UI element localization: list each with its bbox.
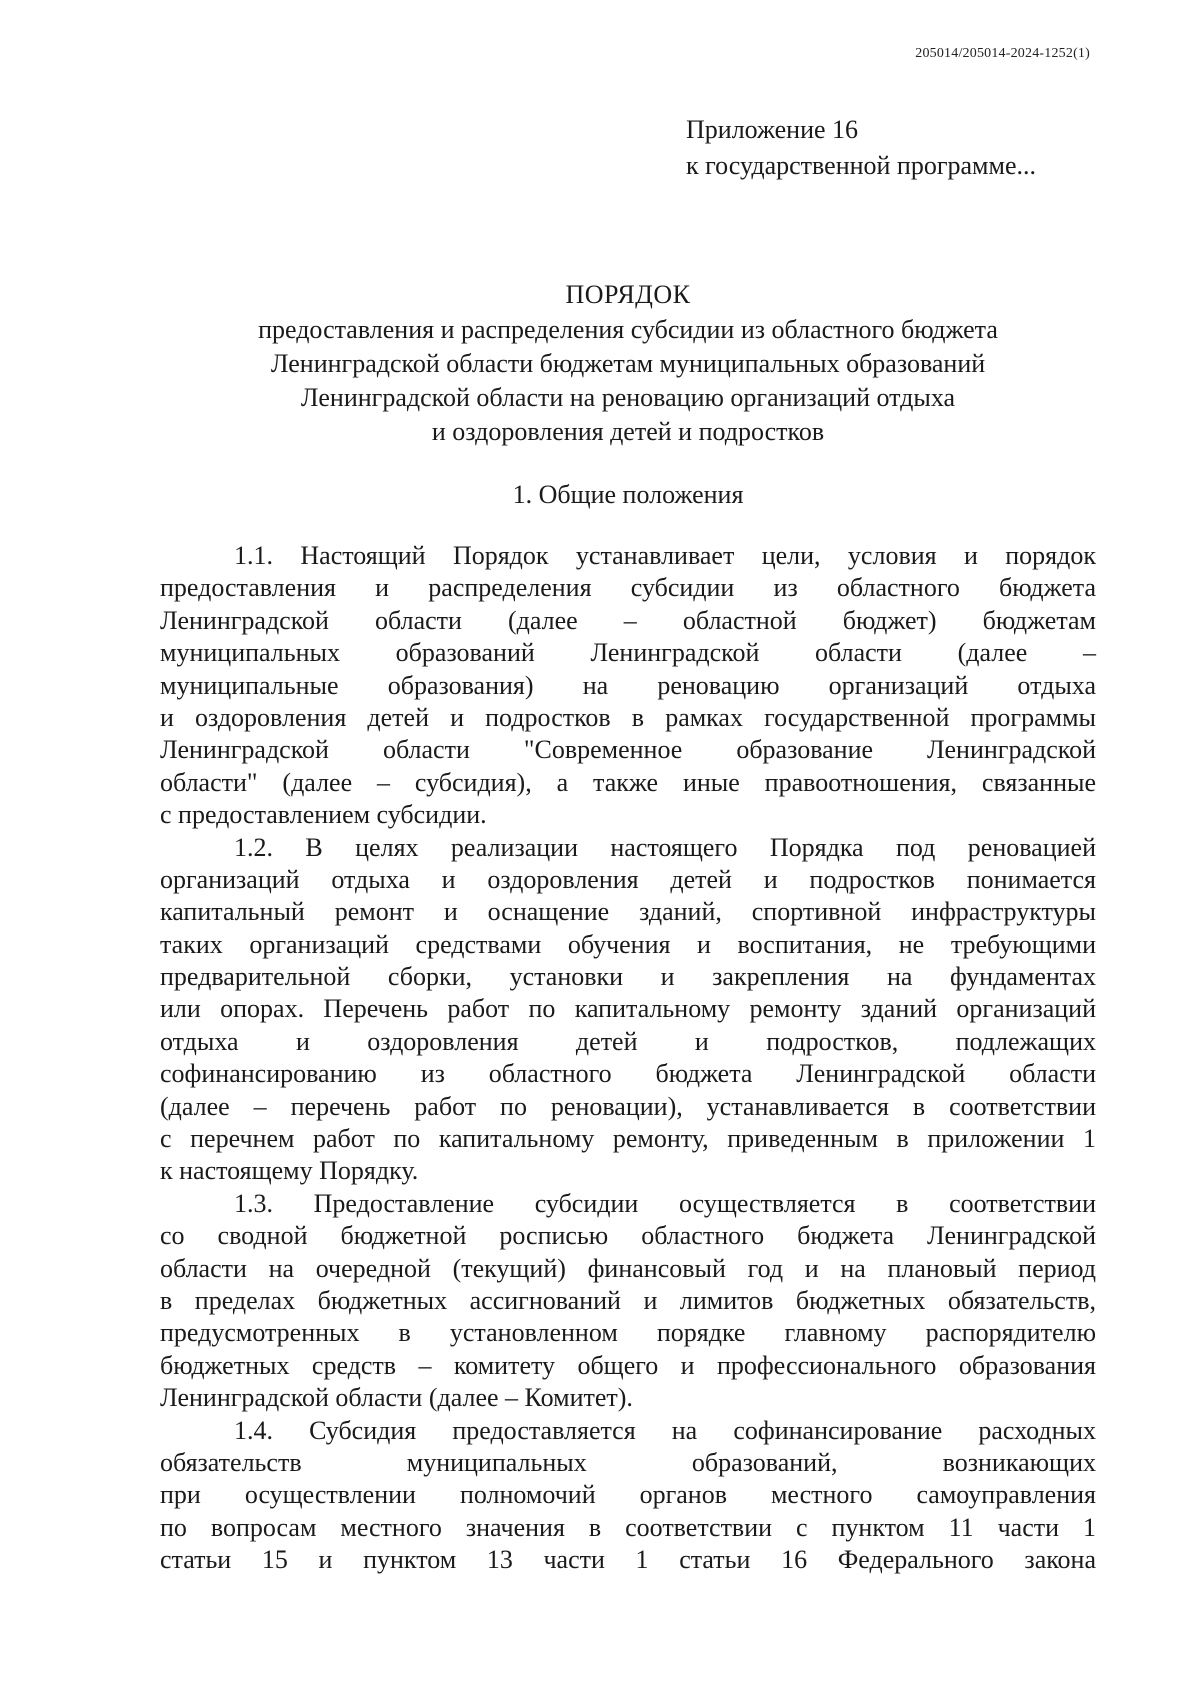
text-line: статьи 15 и пунктом 13 части 1 статьи 16 Федерального закона bbox=[160, 1545, 1096, 1575]
text-line: (далее – перечень работ по реновации), устанавливается в соответствии bbox=[160, 1091, 1096, 1121]
text-line: в пределах бюджетных ассигнований и лимитов бюджетных обязательств, bbox=[160, 1285, 1096, 1315]
appendix-note bbox=[686, 112, 1036, 184]
text-line: с перечнем работ по капитальному ремонту, приведенным в приложении 1 bbox=[160, 1124, 1096, 1154]
document-id: 205014/205014-2024-1252(1) bbox=[915, 46, 1090, 61]
text-line: и оздоровления детей и подростков в рамках государственной программы bbox=[160, 702, 1096, 732]
text-line: по вопросам местного значения в соответствии с пунктом 11 части 1 bbox=[160, 1512, 1096, 1542]
subtitle-line: предоставления и распределения субсидии из областного бюджета bbox=[258, 315, 998, 344]
subtitle-line: Ленинградской области бюджетам муниципальных образований bbox=[270, 349, 986, 378]
paragraph-3 bbox=[160, 1188, 1096, 1415]
appendix-line-2: к государственной программе... bbox=[686, 151, 1036, 180]
text-line: софинансированию из областного бюджета Ленинградской области bbox=[160, 1059, 1096, 1089]
text-line: таких организаций средствами обучения и воспитания, не требующими bbox=[160, 929, 1096, 959]
text-line: к настоящему Порядку. bbox=[160, 1156, 419, 1186]
text-line: Ленинградской области (далее – Комитет). bbox=[160, 1383, 633, 1413]
text-line: муниципальных образований Ленинградской области (далее – bbox=[160, 638, 1096, 668]
text-line: отдыха и оздоровления детей и подростков, подлежащих bbox=[160, 1026, 1096, 1056]
paragraph-2 bbox=[160, 832, 1096, 1188]
text-line: предоставления и распределения субсидии из областного бюджета bbox=[160, 573, 1096, 603]
text-line: с предоставлением субсидии. bbox=[160, 800, 487, 830]
appendix-line-1: Приложение 16 bbox=[686, 115, 859, 144]
text-line: Ленинградской области "Современное образование Ленинградской bbox=[160, 735, 1096, 765]
subtitle-line: Ленинградской области на реновацию организаций отдыха bbox=[300, 383, 956, 412]
text-line: муниципальные образования) на реновацию организаций отдыха bbox=[160, 670, 1096, 700]
text-line: Ленинградской области (далее – областной бюджет) бюджетам bbox=[160, 605, 1096, 635]
text-line: 1.2. В целях реализации настоящего Порядка под реновацией bbox=[234, 832, 1096, 862]
body-text bbox=[160, 540, 1096, 1577]
text-line: 1.1. Настоящий Порядок устанавливает цели, условия и порядок bbox=[234, 541, 1096, 570]
text-line: обязательств муниципальных образований, возникающих bbox=[160, 1447, 1096, 1477]
text-line: области" (далее – субсидия), а также иные правоотношения, связанные bbox=[160, 767, 1096, 797]
document-subtitle bbox=[160, 313, 1096, 449]
text-line: предусмотренных в установленном порядке главному распорядителю bbox=[160, 1318, 1096, 1348]
title-block bbox=[160, 277, 1096, 449]
document-title: ПОРЯДОК bbox=[565, 280, 691, 309]
text-line: 1.4. Субсидия предоставляется на софинансирование расходных bbox=[234, 1415, 1096, 1445]
text-line: предварительной сборки, установки и закрепления на фундаментах bbox=[160, 962, 1096, 992]
subtitle-line: и оздоровления детей и подростков bbox=[431, 417, 825, 446]
section-heading: 1. Общие положения bbox=[512, 480, 744, 509]
text-line: при осуществлении полномочий органов местного самоуправления bbox=[160, 1480, 1096, 1510]
text-line: или опорах. Перечень работ по капитальному ремонту зданий организаций bbox=[160, 994, 1096, 1024]
text-line: организаций отдыха и оздоровления детей и подростков понимается bbox=[160, 864, 1096, 894]
text-line: области на очередной (текущий) финансовый год и на плановый период bbox=[160, 1253, 1096, 1283]
paragraph-1 bbox=[160, 540, 1096, 832]
text-line: 1.3. Предоставление субсидии осуществляется в соответствии bbox=[234, 1188, 1096, 1218]
text-line: бюджетных средств – комитету общего и профессионального образования bbox=[160, 1350, 1096, 1380]
text-line: со сводной бюджетной росписью областного бюджета Ленинградской bbox=[160, 1221, 1096, 1251]
paragraph-4 bbox=[160, 1415, 1096, 1577]
text-line: капитальный ремонт и оснащение зданий, спортивной инфраструктуры bbox=[160, 897, 1096, 927]
